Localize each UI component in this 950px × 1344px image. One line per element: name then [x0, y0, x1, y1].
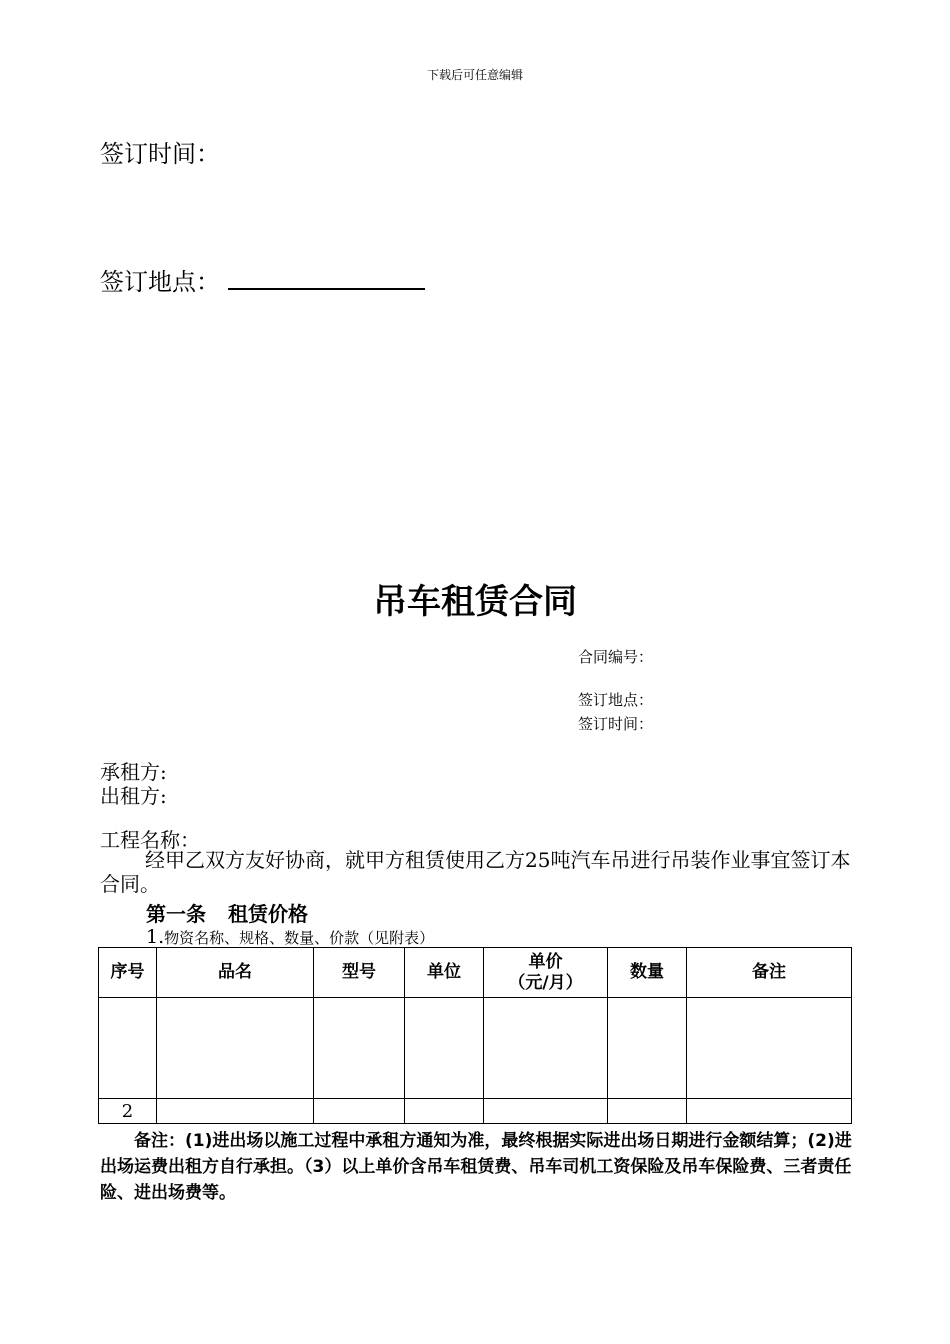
- rental-table: [98, 947, 852, 1124]
- table-cell: [157, 998, 314, 1099]
- table-cell: [687, 998, 852, 1099]
- header-item-name: 品名: [157, 948, 314, 998]
- article-1-title: 租赁价格: [228, 902, 308, 926]
- cover-sign-place-label: 签订地点：: [100, 268, 220, 296]
- header-remarks: 备注: [687, 948, 852, 998]
- header-unit-price-label: 单价: [528, 951, 563, 972]
- item-1-number: 1.: [146, 926, 165, 948]
- item-1: [146, 926, 434, 948]
- table-cell: [405, 1099, 484, 1124]
- header-unit-price-sub: （元/月）: [508, 972, 583, 993]
- remark-paragraph: 备注：(1)进出场以施工过程中承租方通知为准，最终根据实际进出场日期进行金额结算；(2)进出场运费出租方自行承担。（3）以上单价含吊车租赁费、吊车司机工资保险及吊车保险费、三者责任险、进出场费等。: [100, 1131, 852, 1203]
- row-number: 2: [99, 1099, 157, 1124]
- table-cell: [687, 1099, 852, 1124]
- header-unit: 单位: [405, 948, 484, 998]
- table-cell: [99, 998, 157, 1099]
- lessor-label: 出租方:: [100, 784, 167, 808]
- project-name-label: 工程名称：: [100, 828, 200, 852]
- table-cell: [314, 1099, 405, 1124]
- article-1-number: 第一条: [146, 902, 206, 926]
- item-1-text: 物资名称、规格、数量、价款（见附表）: [164, 929, 435, 947]
- header-model: 型号: [314, 948, 405, 998]
- table-cell: [157, 1099, 314, 1124]
- cover-sign-time-label: 签订时间：: [100, 140, 220, 168]
- table-row: [99, 998, 852, 1099]
- table-cell: [405, 998, 484, 1099]
- table-cell: [608, 998, 687, 1099]
- table-cell: [608, 1099, 687, 1124]
- contract-number-label: 合同编号：: [578, 648, 654, 666]
- table-row: [99, 1099, 852, 1124]
- table-header-row: [99, 948, 852, 998]
- sign-place-underline: [228, 288, 425, 290]
- header-unit-price: [484, 948, 608, 998]
- table-cell: [484, 998, 608, 1099]
- document-title: 吊车租赁合同: [373, 582, 577, 622]
- lessee-label: 承租方:: [100, 760, 167, 784]
- header-note: 下载后可任意编辑: [426, 68, 523, 82]
- intro-paragraph: 经甲乙双方友好协商，就甲方租赁使用乙方25吨汽车吊进行吊装作业事宜签订本合同。: [100, 848, 851, 896]
- header-serial: 序号: [99, 948, 157, 998]
- meta-sign-place-label: 签订地点：: [578, 691, 654, 709]
- meta-sign-time-label: 签订时间：: [578, 715, 654, 733]
- article-1-heading: [146, 898, 308, 927]
- table-cell: [314, 998, 405, 1099]
- table-cell: [484, 1099, 608, 1124]
- header-quantity: 数量: [608, 948, 687, 998]
